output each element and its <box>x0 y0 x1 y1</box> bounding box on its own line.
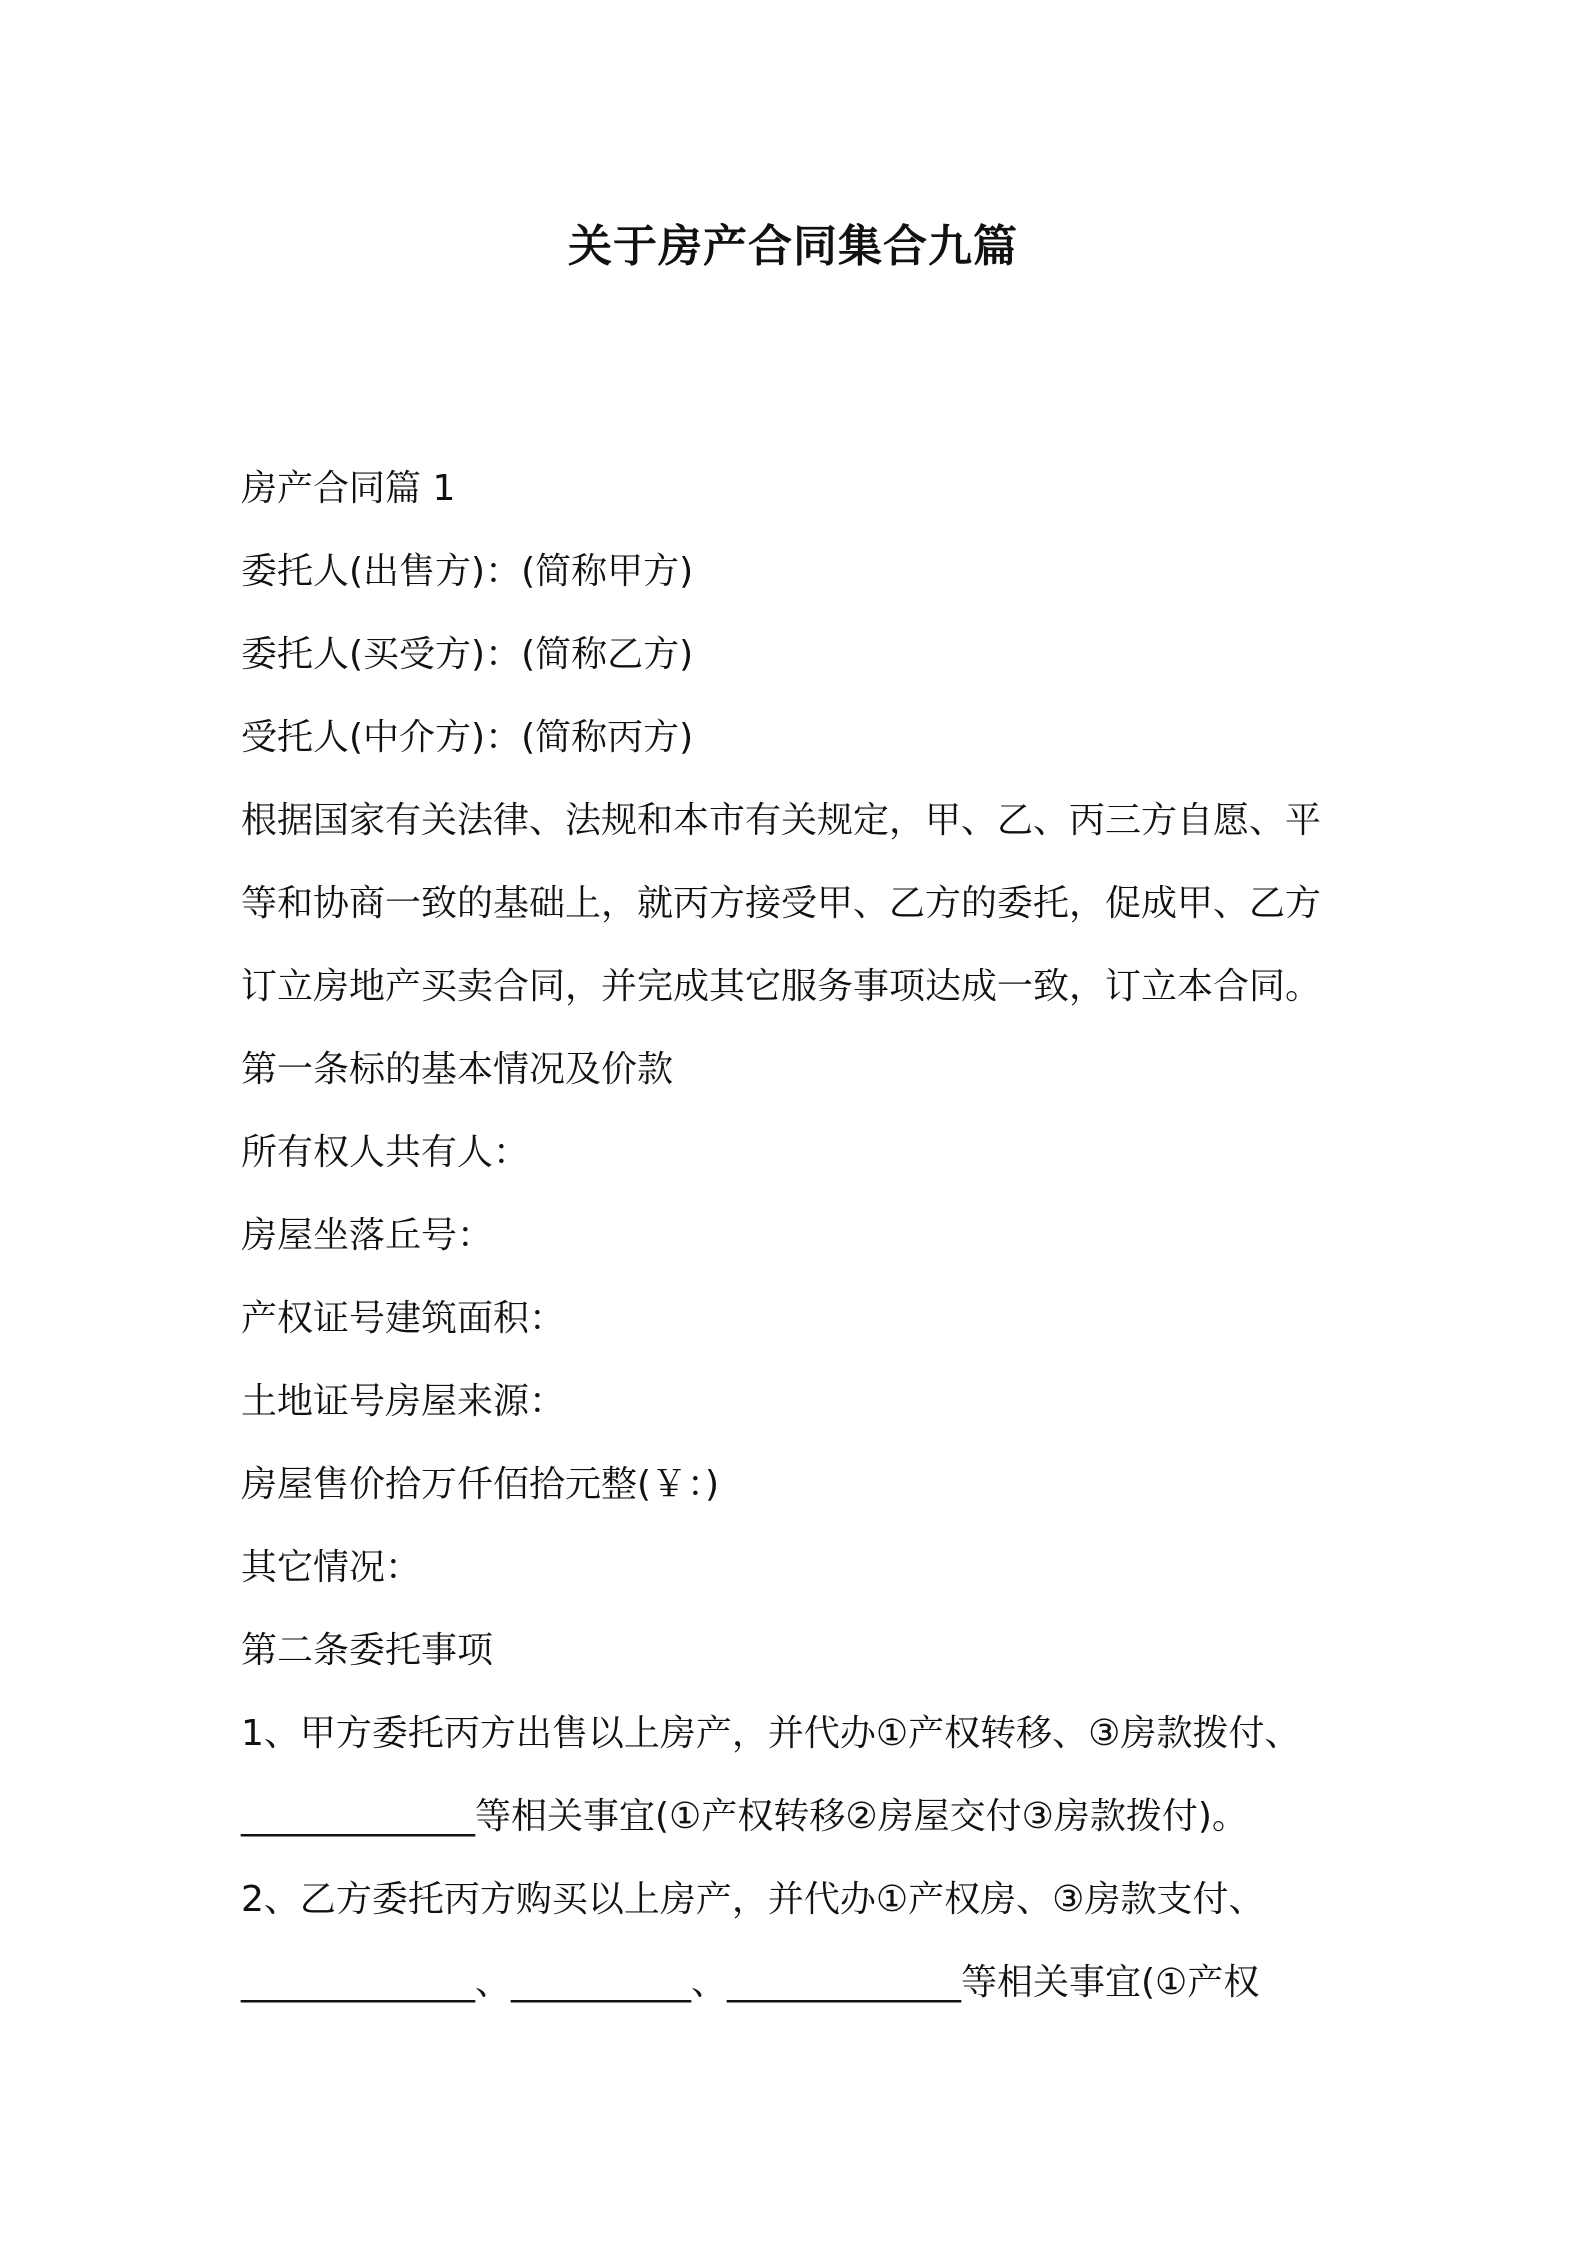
party-a-line: 委托人(出售方)：(简称甲方) <box>241 551 694 592</box>
paragraph-line: _____________等相关事宜(①产权转移②房屋交付③房款拨付)。 <box>241 1796 1248 1837</box>
field-line: 产权证号建筑面积： <box>241 1298 566 1339</box>
article-heading: 第一条标的基本情况及价款 <box>241 1049 674 1090</box>
paragraph-line: 1、甲方委托丙方出售以上房产，并代办①产权转移、③房款拨付、 <box>241 1713 1301 1754</box>
field-line: 房屋坐落丘号： <box>241 1215 494 1256</box>
party-b-line: 委托人(买受方)：(简称乙方) <box>241 634 694 675</box>
section-heading: 房产合同篇 1 <box>241 468 456 509</box>
document-body <box>241 447 1361 2024</box>
field-line: 所有权人共有人： <box>241 1132 530 1173</box>
party-c-line: 受托人(中介方)：(简称丙方) <box>241 717 694 758</box>
paragraph-line: 等和协商一致的基础上，就丙方接受甲、乙方的委托，促成甲、乙方 <box>241 883 1322 924</box>
article-heading: 第二条委托事项 <box>241 1630 494 1671</box>
paragraph-line: _____________、__________、_____________等相关事宜(①产权 <box>241 1962 1260 2003</box>
paragraph-line: 订立房地产买卖合同，并完成其它服务事项达成一致，订立本合同。 <box>241 966 1322 1007</box>
paragraph-line: 2、乙方委托丙方购买以上房产，并代办①产权房、③房款支付、 <box>241 1879 1265 1920</box>
field-line: 其它情况： <box>241 1547 422 1588</box>
document-title: 关于房产合同集合九篇 <box>568 221 1018 272</box>
field-line: 土地证号房屋来源： <box>241 1381 566 1422</box>
field-line: 房屋售价拾万仟佰拾元整(￥：) <box>241 1464 720 1505</box>
paragraph-line: 根据国家有关法律、法规和本市有关规定，甲、乙、丙三方自愿、平 <box>241 800 1322 841</box>
